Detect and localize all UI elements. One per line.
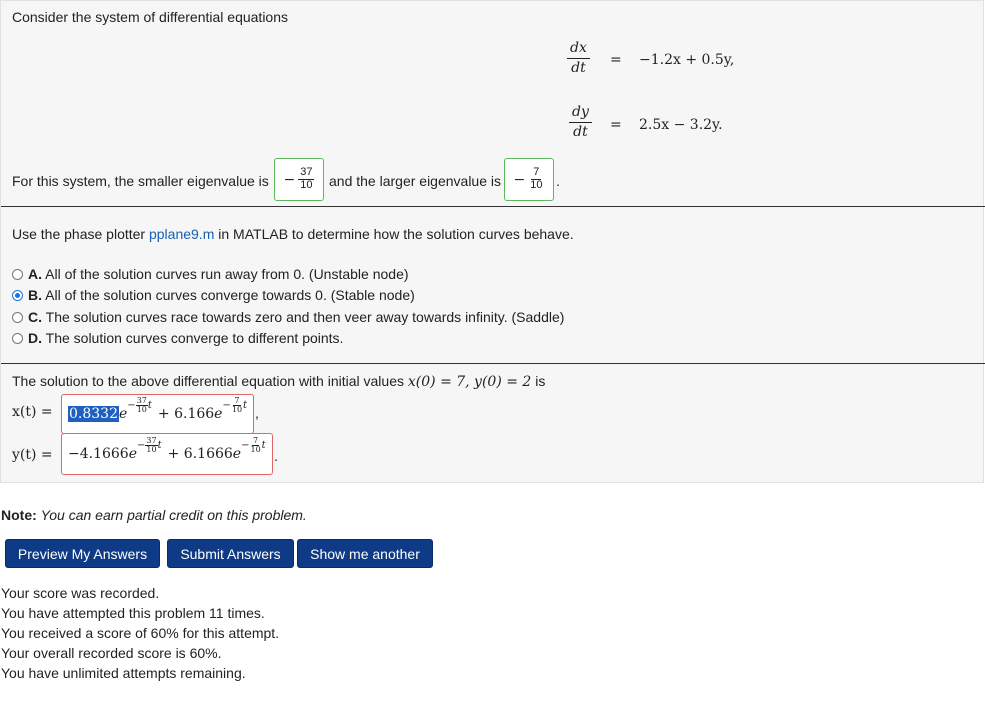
intro-text: Consider the system of differential equations (12, 9, 289, 25)
divider-2 (1, 363, 985, 364)
option-d[interactable]: D. The solution curves converge to different points. (28, 330, 344, 346)
score-message-4: Your overall recorded score is 60%. (1, 645, 222, 661)
submit-answers-button[interactable]: Submit Answers (167, 539, 294, 568)
x-solution-answer[interactable]: 0.8332e − $\frac{37}{10}$ t + 6.166 e − $\frac{7}{10}$ t (61, 394, 254, 434)
equation-2-rhs: 2.5x − 3.2y. (639, 117, 723, 133)
x-exp-2: − $\frac{7}{10}$ t (222, 395, 248, 414)
eigen-prefix: For this system, the smaller eigenvalue is (12, 173, 269, 189)
radio-option-c[interactable] (12, 312, 23, 323)
equation-dx-dt: $\frac{dx}{dt}$ (567, 41, 590, 77)
radio-option-b[interactable] (12, 290, 23, 301)
eigen-end: . (556, 173, 560, 189)
solution-intro: The solution to the above differential equation with initial values x(0) = 7, y(0) = 2 is (12, 373, 546, 390)
preview-answers-button[interactable]: Preview My Answers (5, 539, 160, 568)
score-message-3: You received a score of 60% for this attempt. (1, 625, 280, 641)
score-message-2: You have attempted this problem 11 times. (1, 605, 265, 621)
y-exp-1: − $\frac{37}{10}$ t (137, 435, 162, 454)
x-coef-selected: 0.8332 (69, 406, 118, 422)
score-message-5: You have unlimited attempts remaining. (1, 665, 246, 681)
x-exp-1: − $\frac{37}{10}$ t (127, 395, 152, 414)
eigen-middle: and the larger eigenvalue is (329, 173, 502, 189)
equation-dy-dt: $\frac{dy}{dt}$ (569, 105, 592, 141)
y-exp-2: − $\frac{7}{10}$ t (241, 435, 266, 454)
radio-option-d[interactable] (12, 333, 23, 344)
show-another-button[interactable]: Show me another (297, 539, 433, 568)
smaller-eigenvalue-answer[interactable]: − $\frac{37}{10}$ (274, 158, 324, 201)
option-a[interactable]: A. All of the solution curves run away from 0. (Unstable node) (28, 266, 409, 282)
score-message-1: Your score was recorded. (1, 585, 160, 601)
y-of-t-label: y(t) = (12, 447, 53, 463)
pplane-link[interactable]: pplane9.m (148, 226, 215, 242)
option-c[interactable]: C. The solution curves race towards zero and then veer away towards infinity. (Saddle) (28, 309, 565, 325)
equation-1-rhs: −1.2x + 0.5y, (639, 52, 735, 68)
larger-eigenvalue-answer[interactable]: − $\frac{7}{10}$ (504, 158, 554, 201)
y-solution-answer[interactable]: −4.1666e − $\frac{37}{10}$ t + 6.1666 e − $\frac{7}{10}$ t (61, 433, 273, 475)
phase-instruction: Use the phase plotter pplane9.m in MATLAB to determine how the solution curves behave. (12, 226, 574, 242)
y-solution-period: . (274, 448, 278, 464)
x-solution-comma: , (255, 405, 259, 421)
equation-2-equals: = (610, 117, 622, 133)
equation-1-equals: = (610, 52, 622, 68)
radio-option-a[interactable] (12, 269, 23, 280)
option-b[interactable]: B. All of the solution curves converge towards 0. (Stable node) (28, 287, 415, 303)
divider-1 (1, 206, 985, 207)
partial-credit-note: Note: You can earn partial credit on this problem. (1, 507, 307, 523)
x-of-t-label: x(t) = (12, 404, 53, 420)
